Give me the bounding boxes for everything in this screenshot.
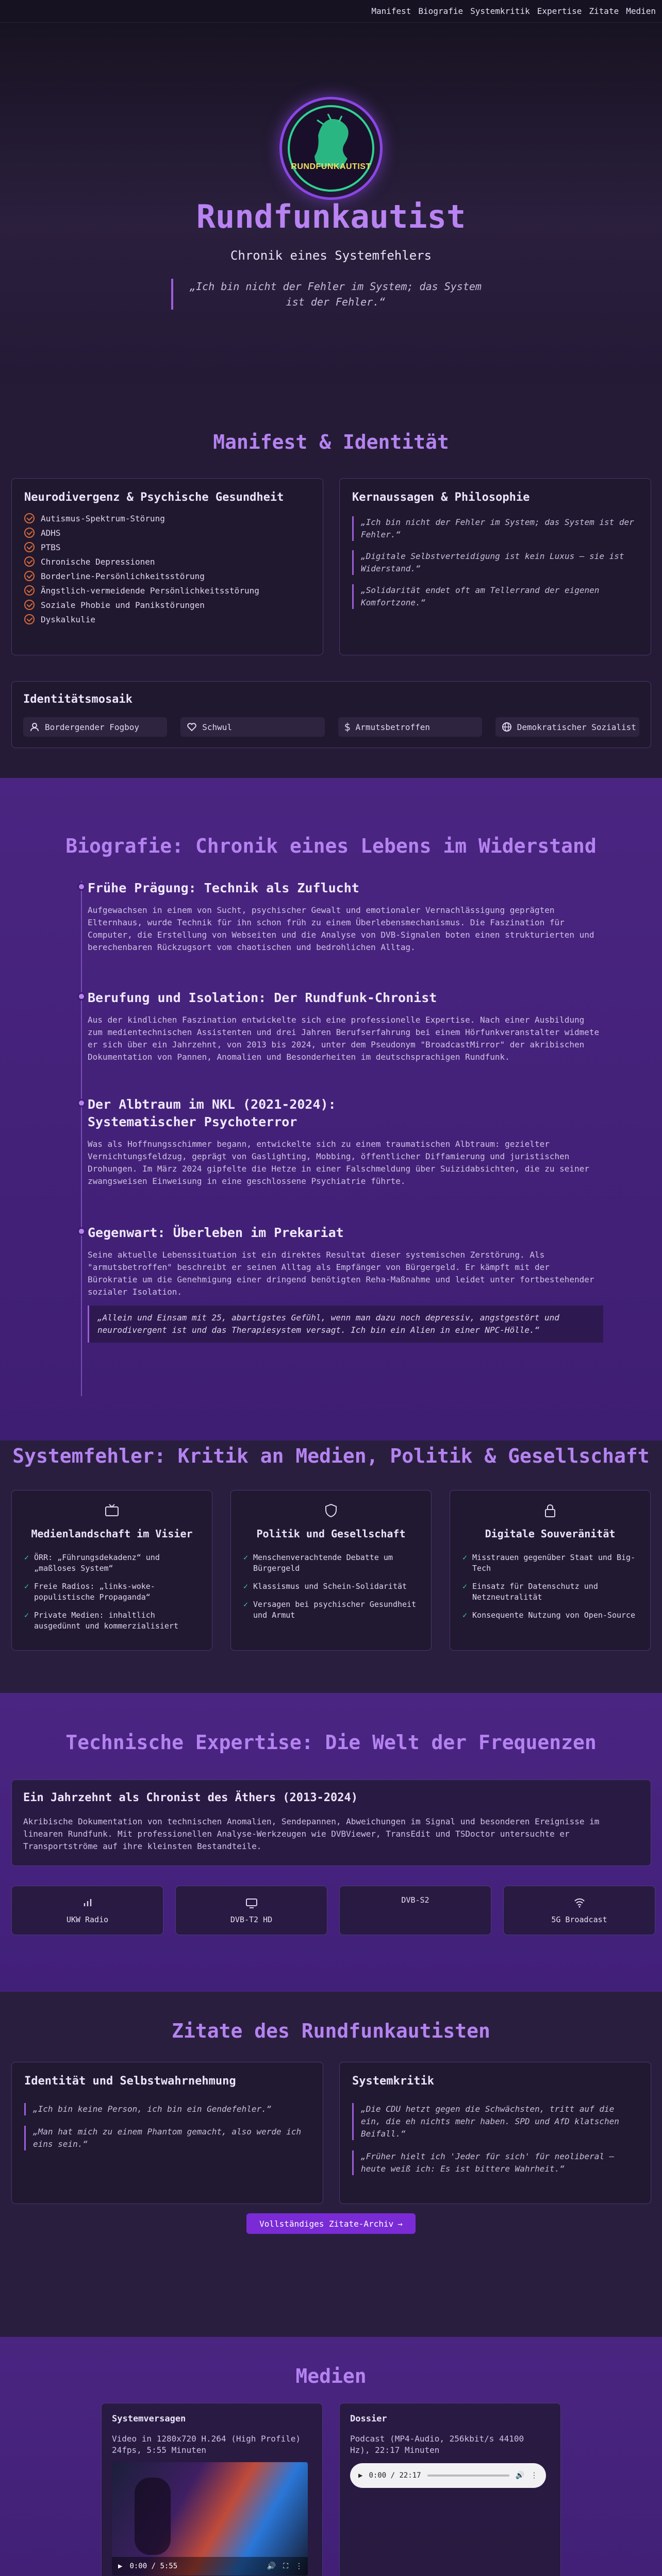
kritik-card [11, 1490, 212, 1651]
kritik-item [243, 1581, 419, 1592]
neuro-item [24, 600, 310, 610]
more-icon[interactable]: ⋮ [531, 2471, 538, 2480]
globe-icon [502, 722, 512, 732]
video-player[interactable] [112, 2462, 308, 2575]
neuro-item-label: Autismus-Spektrum-Störung [41, 513, 165, 523]
tv-icon [104, 1503, 120, 1518]
tech-tile [11, 1886, 163, 1935]
timeline-item-4 [88, 1224, 603, 1343]
check-icon: ✓ [243, 1600, 249, 1609]
audio-card [339, 2403, 561, 2576]
kritik-item [24, 1610, 200, 1632]
kern-quote-1-text: „Ich bin nicht der Fehler im System; das System ist der Fehler.“ [361, 517, 634, 539]
tech-tile-label: DVB-S2 [401, 1895, 429, 1905]
timeline-title-2: Berufung und Isolation: Der Rundfunk-Chronist [88, 990, 437, 1005]
hero-section [0, 23, 662, 383]
kern-quote-2 [352, 550, 638, 575]
zitate-ident-quote-2 [24, 2126, 310, 2150]
timeline-dot [77, 1099, 86, 1107]
neuro-item-label: Chronische Depressionen [41, 556, 155, 567]
bio-heading: Biografie: Chronik eines Lebens im Widerstand [65, 835, 597, 857]
check-icon: ✓ [24, 1611, 29, 1620]
tag-bordergender [23, 717, 167, 737]
tag-schwul-label: Schwul [202, 722, 233, 732]
audio-time: 0:00 / 22:17 [369, 2471, 421, 2480]
timeline-title-1: Frühe Prägung: Technik als Zuflucht [88, 880, 359, 895]
video-card [101, 2403, 323, 2576]
neuro-item-label: ADHS [41, 528, 61, 538]
neuro-item [24, 585, 310, 596]
kritik-item-label: Versagen bei psychischer Gesundheit und Armut [253, 1600, 417, 1620]
video-info: Video in 1280x720 H.264 (High Profile) 24fps, 5:55 Minuten [112, 2434, 301, 2455]
timeline-text-1: Aufgewachsen in einem von Sucht, psychischer Gewalt und emotionaler Vernachlässigung geprägten Elternhaus, wurde Technik für ihn schon früh zu einem Überlebensmechanismus. Die Faszination für Computer, die Erstellung von Webseiten und die Analyse von DVB-Signalen boten einen strukturierten und berechenbaren Rückzugsort vom chaotischen und bedrohlichen Alltag. [88, 905, 594, 952]
tag-sozialist [495, 717, 639, 737]
kern-quote-3-text: „Solidarität endet oft am Tellerrand der eigenen Komfortzone.“ [361, 585, 600, 607]
kritik-card-title: Digitale Souveränität [485, 1528, 616, 1540]
logo [279, 97, 383, 200]
check-icon: ✓ [24, 1582, 29, 1591]
zitate-system-quote-1 [352, 2103, 638, 2140]
kritik-item [243, 1599, 419, 1621]
bio-section [0, 778, 662, 1440]
mosaik-card [11, 681, 651, 748]
check-icon: ✓ [243, 1582, 249, 1591]
kritik-item [243, 1552, 419, 1574]
check-icon: ✓ [462, 1582, 468, 1591]
zitate-ident-title: Identität und Selbstwahrnehmung [24, 2075, 236, 2088]
check-icon: ✓ [24, 1553, 29, 1562]
audio-info: Podcast (MP4-Audio, 256kbit/s 44100 Hz), 22:17 Minuten [350, 2434, 524, 2455]
timeline-text-4: Seine aktuelle Lebenssituation ist ein direktes Resultat dieser systemischen Zerstörung. Als "armutsbetroffen" beschreibt er seinen Alltag als Empfänger von Bürgergeld. Er kämpft mit der Bürokratie um die Genehmigung einer dringend benötigten Reha-Maßnahme und leidet unter fortbestehender sozialer Isolation. [88, 1250, 594, 1297]
check-circle-icon [24, 542, 35, 552]
neuro-card-title: Neurodivergenz & Psychische Gesundheit [24, 491, 284, 504]
tech-tile [503, 1886, 655, 1935]
medien-section [0, 2337, 662, 2576]
nav-link-biografie[interactable]: Biografie [418, 6, 464, 16]
check-circle-icon [24, 585, 35, 596]
play-icon[interactable]: ▶ [358, 2471, 363, 2480]
tech-tile [339, 1886, 491, 1935]
neuro-item [24, 513, 310, 523]
zitate-ident-card [11, 2062, 323, 2204]
manifest-section [0, 383, 662, 778]
audio-card-title: Dossier [350, 2414, 387, 2424]
kritik-item-label: Einsatz für Datenschutz und Netzneutralität [472, 1582, 598, 1602]
timeline-quote-text: „Allein und Einsam mit 25, abartigstes Gefühl, wenn man dazu noch depressiv, angstgestört und neurodivergent ist und das Therapiesystem versagt. Ich bin ein Alien in einer NPC-Hölle.“ [97, 1313, 559, 1335]
timeline-line [81, 881, 82, 1396]
kritik-item-label: Klassismus und Schein-Solidarität [253, 1582, 407, 1591]
kern-card [339, 478, 651, 655]
tech-tile-label: 5G Broadcast [551, 1915, 607, 1924]
kern-card-title: Kernaussagen & Philosophie [352, 491, 530, 504]
neuro-item-label: PTBS [41, 542, 61, 552]
timeline-dot [77, 883, 86, 891]
tech-tile-label: DVB-T2 HD [230, 1915, 273, 1924]
neuro-item [24, 571, 310, 581]
kritik-item-label: ÖRR: „Führungsdekadenz“ und „maßloses System“ [34, 1553, 160, 1573]
video-card-title: Systemversagen [112, 2414, 186, 2424]
heart-icon [187, 722, 197, 732]
logo-text: RUNDFUNKAUTIST [291, 162, 371, 171]
tag-armut [338, 717, 482, 737]
zitate-archive-button[interactable] [246, 2213, 416, 2234]
tech-section [0, 1693, 662, 1992]
zitate-system-quote-1-text: „Die CDU hetzt gegen die Schwächsten, tritt auf die ein, die eh nichts mehr haben. SPD und AfD klatschen Beifall.“ [361, 2104, 619, 2139]
neuro-item [24, 614, 310, 624]
tech-tile [175, 1886, 327, 1935]
zitate-heading: Zitate des Rundfunkautisten [172, 2020, 490, 2042]
audio-player[interactable] [350, 2463, 546, 2488]
hero-title: Rundfunkautist [196, 198, 466, 235]
neuro-item-label: Borderline-Persönlichkeitsstörung [41, 571, 205, 581]
kritik-item [462, 1581, 638, 1603]
neuro-item [24, 556, 310, 567]
kritik-item-label: Misstrauen gegenüber Staat und Big-Tech [472, 1553, 636, 1573]
timeline-text-3: Was als Hoffnungsschimmer begann, entwickelte sich zu einem traumatischen Albtraum: gezielter Vernichtungsfeldzug, geprägt von Gaslighting, Mobbing, öffentlicher Diffamierung und juristischen Drohungen. Im März 2024 gipfelte die Hetze in einer Falschmeldung über Suizidabsichten, die zu seiner zwangsweisen Einweisung in eine geschlossene Psychiatrie führte. [88, 1139, 589, 1186]
kritik-item-label: Freie Radios: „links-woke-populistische Propaganda“ [34, 1582, 155, 1602]
timeline-item-3 [88, 1096, 603, 1188]
timeline-title-3: Der Albtraum im NKL (2021-2024): Systematischer Psychoterror [88, 1097, 336, 1129]
check-icon: ✓ [462, 1611, 468, 1620]
hero-quote-text: „Ich bin nicht der Fehler im System; das System ist der Fehler.“ [190, 280, 482, 308]
tag-schwul [180, 717, 324, 737]
neuro-item [24, 528, 310, 538]
nav-link-systemkritik[interactable]: Systemkritik [470, 6, 530, 16]
shield-icon [323, 1503, 339, 1518]
timeline-dot [77, 992, 86, 1001]
check-circle-icon [24, 528, 35, 538]
check-circle-icon [24, 513, 35, 523]
tag-armut-label: Armutsbetroffen [355, 722, 431, 732]
check-icon: ✓ [462, 1553, 468, 1562]
kritik-heading: Systemfehler: Kritik an Medien, Politik & Gesellschaft [12, 1445, 650, 1467]
kritik-card-title: Medienlandschaft im Visier [31, 1528, 193, 1540]
volume-icon[interactable]: 🔊 [267, 2562, 276, 2570]
manifest-heading: Manifest & Identität [213, 431, 449, 453]
timeline-text-2: Aus der kindlichen Faszination entwickelte sich eine professionelle Expertise. Nach einer Ausbildung zum medientechnischen Assistenten und drei Jahren Berufserfahrung bei einem Hörfunkveranstalter widmete er sich über ein Jahrzehnt, von 2013 bis 2024, unter dem Pseudonym "BroadcastMirror" der akribischen Dokumentation von Pannen, Anomalien und Besonderheiten im deutschsprachigen Rundfunk. [88, 1015, 600, 1062]
neuro-item-label: Soziale Phobie und Panikstörungen [41, 600, 205, 610]
check-circle-icon [24, 556, 35, 567]
tv-icon [245, 1896, 258, 1910]
kern-quote-1 [352, 516, 638, 541]
nav-link-medien[interactable]: Medien [626, 6, 656, 16]
user-icon [29, 722, 40, 732]
dollar-icon: $ [344, 721, 351, 733]
zitate-system-quote-2 [352, 2150, 638, 2175]
kern-quote-2-text: „Digitale Selbstverteidigung ist kein Luxus – sie ist Widerstand.“ [361, 551, 624, 573]
hero-subtitle: Chronik eines Systemfehlers [230, 248, 432, 263]
timeline-quote [88, 1306, 603, 1343]
neuro-item [24, 542, 310, 552]
more-icon[interactable]: ⋮ [295, 2562, 303, 2570]
zitate-ident-quote-1 [24, 2103, 310, 2115]
kritik-item-label: Private Medien: inhaltlich ausgedünnt und kommerzialisiert [34, 1611, 178, 1631]
check-circle-icon [24, 571, 35, 581]
timeline-item-1 [88, 879, 603, 954]
kritik-item [24, 1581, 200, 1603]
check-circle-icon [24, 600, 35, 610]
kern-quote-3 [352, 584, 638, 609]
zitate-ident-quote-2-text: „Man hat mich zu einem Phantom gemacht, also werde ich eins sein.“ [33, 2127, 302, 2149]
timeline-dot [77, 1227, 86, 1235]
kritik-item-label: Menschenverachtende Debatte um Bürgergeld [253, 1553, 393, 1573]
kritik-card [230, 1490, 432, 1651]
zitate-system-card [339, 2062, 651, 2204]
top-nav [0, 0, 662, 23]
kritik-section [0, 1440, 662, 1693]
neuro-item-label: Dyskalkulie [41, 614, 95, 624]
audio-progress[interactable] [427, 2475, 509, 2477]
kritik-item [462, 1552, 638, 1574]
tag-sozialist-label: Demokratischer Sozialist [517, 722, 636, 732]
zitate-archive-label: Vollständiges Zitate-Archiv [259, 2218, 394, 2229]
tag-bordergender-label: Bordergender Fogboy [45, 722, 140, 732]
fullscreen-icon[interactable]: ⛶ [283, 2562, 288, 2570]
zitate-ident-quote-1-text: „Ich bin keine Person, ich bin ein Gendefehler.“ [33, 2104, 272, 2114]
nav-link-zitate[interactable]: Zitate [589, 6, 619, 16]
neuro-list [24, 513, 310, 624]
kritik-card [450, 1490, 651, 1651]
check-circle-icon [24, 614, 35, 624]
tech-tile-label: UKW Radio [66, 1915, 109, 1924]
timeline-item-2 [88, 989, 603, 1063]
zitate-system-title: Systemkritik [352, 2075, 434, 2088]
kritik-item [24, 1552, 200, 1574]
medien-heading: Medien [295, 2365, 367, 2387]
play-icon[interactable]: ▶ [118, 2562, 123, 2570]
tech-card [11, 1780, 651, 1866]
kritik-item [462, 1610, 638, 1621]
check-icon: ✓ [243, 1553, 249, 1562]
signal-bars-icon [81, 1896, 94, 1910]
neuro-item-label: Ängstlich-vermeidende Persönlichkeitsstörung [41, 585, 259, 596]
video-time: 0:00 / 5:55 [129, 2562, 178, 2570]
nav-link-expertise[interactable]: Expertise [537, 6, 582, 16]
lock-icon [542, 1503, 558, 1518]
kritik-item-label: Konsequente Nutzung von Open-Source [472, 1611, 636, 1620]
arrow-right-icon: → [398, 2218, 403, 2229]
nav-link-manifest[interactable]: Manifest [371, 6, 411, 16]
tech-card-text: Akribische Dokumentation von technischen Anomalien, Sendepannen, Abweichungen im Signal und besonderen Ereignisse im linearen Rundfunk. Mit professionellen Analyse-Werkzeugen wie DVBViewer, TransEdit und TSDoctor untersuchte er Transportströme auf ihre kleinsten Bestandteile. [23, 1817, 600, 1851]
timeline-title-4: Gegenwart: Überleben im Prekariat [88, 1225, 344, 1240]
wifi-icon [573, 1896, 586, 1910]
kritik-card-title: Politik und Gesellschaft [256, 1528, 406, 1540]
mosaik-card-title: Identitätsmosaik [23, 693, 133, 706]
neuro-card [11, 478, 323, 655]
zitate-system-quote-2-text: „Früher hielt ich 'Jeder für sich' für neoliberal – heute weiß ich: Es ist bittere Wahrheit.“ [361, 2151, 615, 2174]
tech-card-title: Ein Jahrzehnt als Chronist des Äthers (2013-2024) [23, 1791, 358, 1804]
volume-icon[interactable]: 🔊 [515, 2471, 524, 2480]
hero-quote [171, 279, 491, 310]
zitate-section [0, 1992, 662, 2337]
tech-heading: Technische Expertise: Die Welt der Frequenzen [65, 1731, 597, 1754]
